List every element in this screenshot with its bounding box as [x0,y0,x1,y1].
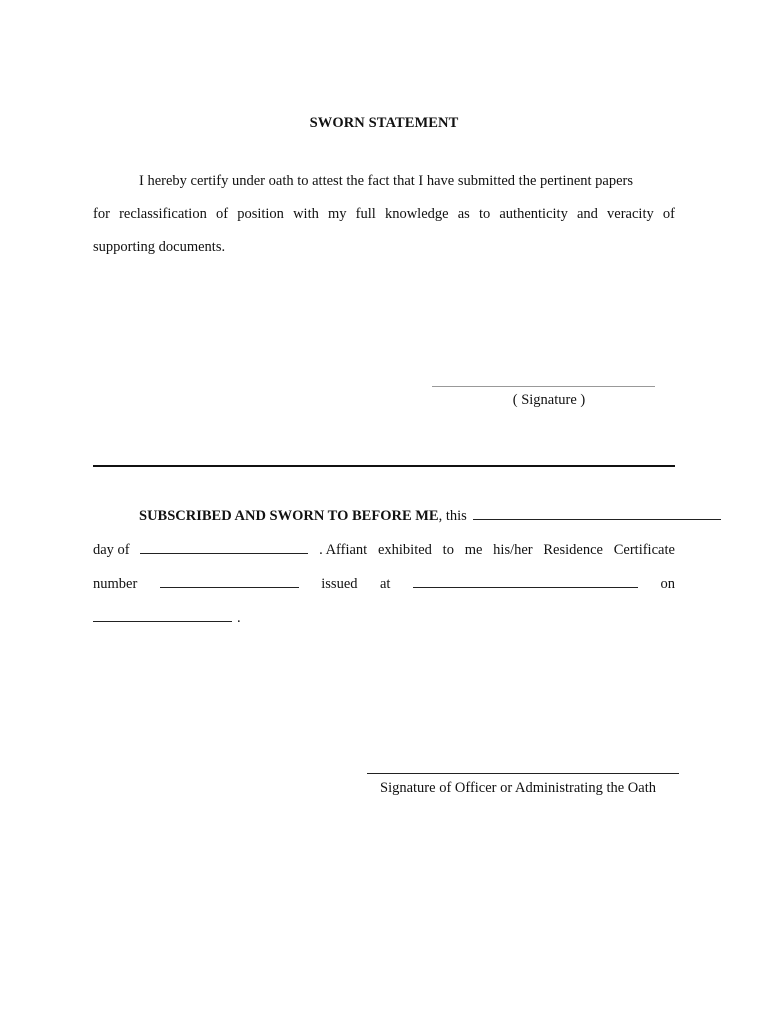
affiant-word: me [464,542,483,558]
issued-date-blank[interactable] [93,608,232,622]
statement-word: authenticity [499,206,568,222]
statement-word: knowledge [384,206,449,222]
statement-word: my [328,206,347,222]
statement-word: and [576,206,598,222]
document-title: SWORN STATEMENT [309,115,459,131]
affiant-signature-line[interactable] [432,386,655,387]
on-label: on [660,576,675,592]
jurat-bold-lead: SUBSCRIBED AND SWORN TO BEFORE ME [139,508,439,524]
jurat-line-3 [93,574,675,593]
statement-word: to [478,206,491,222]
statement-word: full [355,206,376,222]
statement-word: position [237,206,284,222]
at-label: at [380,576,391,592]
officer-signature-label: Signature of Officer or Administrating the Oath [380,780,656,796]
affiant-word: Residence [543,542,603,558]
affiant-word: exhibited [377,542,432,558]
jurat-line-2 [93,540,675,559]
statement-line-1: I hereby certify under oath to attest the fact that I have submitted the pertinent papers [139,173,634,189]
statement-word: as [457,206,470,222]
affiant-word: . Affiant [319,542,368,558]
date-day-blank[interactable] [473,506,721,520]
statement-word: veracity [607,206,654,222]
certificate-number-blank[interactable] [160,574,299,588]
statement-line-3: supporting documents. [93,239,226,255]
statement-word: for [93,206,110,222]
statement-word: of [215,206,229,222]
end-period: . [237,610,241,626]
issued-label: issued [321,576,358,592]
officer-signature-line[interactable] [367,773,679,774]
month-year-blank[interactable] [140,540,308,554]
statement-line-2 [93,205,675,223]
affiant-word: to [442,542,454,558]
section-divider [93,465,675,467]
jurat-line-4 [93,608,675,627]
day-of-label: day of [93,542,130,558]
affiant-word: Certificate [613,542,675,558]
statement-word: of [662,206,675,222]
issued-place-blank[interactable] [413,574,638,588]
statement-word: with [293,206,319,222]
affiant-signature-label: ( Signature ) [512,392,586,408]
statement-word: reclassification [119,206,207,222]
affiant-word: his/her [493,542,533,558]
jurat-this-text: , this [438,508,467,524]
jurat-line-1 [93,506,721,525]
number-label: number [93,576,138,592]
